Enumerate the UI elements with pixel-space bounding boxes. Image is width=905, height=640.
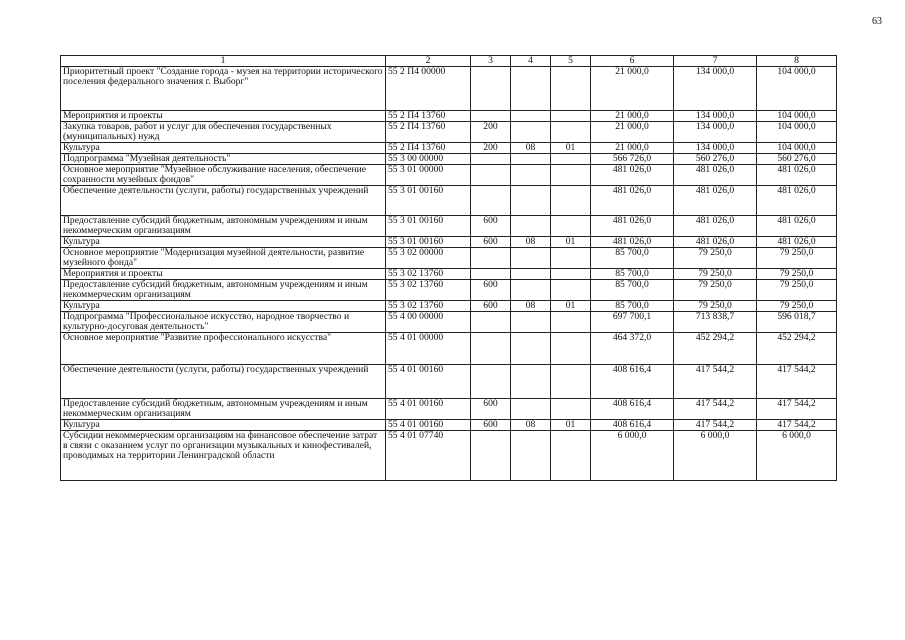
row-value-col8: 104 000,0 [757, 143, 837, 154]
row-value-col6: 85 700,0 [591, 248, 674, 269]
row-value-col8: 481 026,0 [757, 165, 837, 186]
row-value-col8: 417 544,2 [757, 365, 837, 399]
row-subsection [551, 216, 591, 237]
row-name: Основное мероприятие "Музейное обслуживание населения, обеспечение сохранности музейных фондов" [61, 165, 386, 186]
row-expense-type [471, 312, 511, 333]
row-value-col7: 417 544,2 [674, 420, 757, 431]
row-section [511, 216, 551, 237]
row-section [511, 248, 551, 269]
row-expense-type [471, 111, 511, 122]
row-value-col8: 104 000,0 [757, 122, 837, 143]
table-row [61, 122, 837, 143]
row-expense-type: 600 [471, 280, 511, 301]
table-row [61, 365, 837, 399]
row-expense-type [471, 333, 511, 365]
row-value-col7: 79 250,0 [674, 301, 757, 312]
row-name: Субсидии некоммерческим организациям на финансовое обеспечение затрат в связи с оказанием услуг по организации музыкальных и кинофестивалей, проводимых на территории Ленинградской области [61, 431, 386, 481]
row-name: Культура [61, 237, 386, 248]
row-expense-type [471, 165, 511, 186]
row-value-col7: 481 026,0 [674, 216, 757, 237]
row-name: Основное мероприятие "Развитие профессионального искусства" [61, 333, 386, 365]
row-name: Подпрограмма "Музейная деятельность" [61, 154, 386, 165]
row-value-col8: 79 250,0 [757, 248, 837, 269]
row-section [511, 154, 551, 165]
row-subsection [551, 154, 591, 165]
budget-table [60, 55, 837, 481]
row-value-col8: 596 018,7 [757, 312, 837, 333]
row-value-col7: 417 544,2 [674, 399, 757, 420]
row-code: 55 3 02 00000 [386, 248, 471, 269]
page-number: 63 [872, 16, 882, 27]
row-code: 55 4 01 00160 [386, 399, 471, 420]
row-value-col8: 79 250,0 [757, 280, 837, 301]
row-value-col7: 134 000,0 [674, 67, 757, 111]
row-value-col7: 481 026,0 [674, 186, 757, 216]
row-value-col6: 481 026,0 [591, 216, 674, 237]
row-value-col8: 79 250,0 [757, 269, 837, 280]
row-value-col7: 452 294,2 [674, 333, 757, 365]
row-name: Обеспечение деятельности (услуги, работы) государственных учреждений [61, 365, 386, 399]
table-row [61, 216, 837, 237]
column-header: 8 [757, 56, 837, 67]
row-name: Культура [61, 301, 386, 312]
table-row [61, 420, 837, 431]
row-value-col6: 21 000,0 [591, 122, 674, 143]
row-subsection: 01 [551, 420, 591, 431]
row-code: 55 4 01 00160 [386, 365, 471, 399]
row-section [511, 280, 551, 301]
row-value-col7: 134 000,0 [674, 143, 757, 154]
row-code: 55 3 02 13760 [386, 269, 471, 280]
row-subsection [551, 280, 591, 301]
table-row [61, 333, 837, 365]
table-row [61, 111, 837, 122]
row-value-col8: 6 000,0 [757, 431, 837, 481]
row-code: 55 4 00 00000 [386, 312, 471, 333]
row-expense-type [471, 154, 511, 165]
row-value-col6: 464 372,0 [591, 333, 674, 365]
row-code: 55 3 01 00160 [386, 216, 471, 237]
row-value-col6: 85 700,0 [591, 280, 674, 301]
column-header: 5 [551, 56, 591, 67]
row-expense-type [471, 186, 511, 216]
row-value-col7: 79 250,0 [674, 280, 757, 301]
row-value-col7: 79 250,0 [674, 248, 757, 269]
row-section [511, 431, 551, 481]
row-name: Предоставление субсидий бюджетным, автономным учреждениям и иным некоммерческим организациям [61, 216, 386, 237]
row-name: Подпрограмма "Профессиональное искусство, народное творчество и культурно-досуговая деятельность" [61, 312, 386, 333]
row-name: Мероприятия и проекты [61, 269, 386, 280]
row-section [511, 165, 551, 186]
row-expense-type: 200 [471, 143, 511, 154]
row-section [511, 333, 551, 365]
column-header: 1 [61, 56, 386, 67]
row-expense-type: 600 [471, 399, 511, 420]
row-code: 55 3 02 13760 [386, 280, 471, 301]
row-name: Основное мероприятие "Модернизация музейной деятельности, развитие музейного фонда" [61, 248, 386, 269]
row-section [511, 312, 551, 333]
row-expense-type: 200 [471, 122, 511, 143]
row-expense-type: 600 [471, 301, 511, 312]
row-code: 55 2 П4 00000 [386, 67, 471, 111]
row-expense-type [471, 248, 511, 269]
row-value-col7: 79 250,0 [674, 269, 757, 280]
row-value-col8: 452 294,2 [757, 333, 837, 365]
row-section: 08 [511, 143, 551, 154]
row-section [511, 399, 551, 420]
column-header: 3 [471, 56, 511, 67]
table-row [61, 399, 837, 420]
row-expense-type: 600 [471, 216, 511, 237]
row-value-col7: 481 026,0 [674, 165, 757, 186]
table-row [61, 269, 837, 280]
table-row [61, 237, 837, 248]
row-value-col6: 6 000,0 [591, 431, 674, 481]
table-row [61, 165, 837, 186]
row-value-col6: 85 700,0 [591, 301, 674, 312]
row-value-col6: 408 616,4 [591, 365, 674, 399]
row-value-col6: 697 700,1 [591, 312, 674, 333]
table-header-row [61, 56, 837, 67]
row-expense-type: 600 [471, 237, 511, 248]
row-subsection [551, 248, 591, 269]
row-value-col7: 560 276,0 [674, 154, 757, 165]
row-value-col6: 566 726,0 [591, 154, 674, 165]
row-section: 08 [511, 420, 551, 431]
row-section [511, 111, 551, 122]
row-expense-type: 600 [471, 420, 511, 431]
row-value-col8: 417 544,2 [757, 399, 837, 420]
row-expense-type [471, 365, 511, 399]
row-subsection [551, 67, 591, 111]
row-value-col6: 21 000,0 [591, 111, 674, 122]
row-value-col7: 134 000,0 [674, 111, 757, 122]
table-row [61, 280, 837, 301]
row-subsection [551, 269, 591, 280]
row-name: Приоритетный проект "Создание города - музея на территории исторического поселения федерального значения г. Выборг" [61, 67, 386, 111]
row-value-col6: 481 026,0 [591, 165, 674, 186]
row-code: 55 2 П4 13760 [386, 143, 471, 154]
row-code: 55 4 01 00000 [386, 333, 471, 365]
column-header: 6 [591, 56, 674, 67]
row-value-col7: 417 544,2 [674, 365, 757, 399]
row-expense-type [471, 67, 511, 111]
column-header: 7 [674, 56, 757, 67]
row-section: 08 [511, 237, 551, 248]
row-value-col6: 481 026,0 [591, 237, 674, 248]
row-expense-type [471, 431, 511, 481]
table-row [61, 431, 837, 481]
row-subsection [551, 399, 591, 420]
row-code: 55 2 П4 13760 [386, 122, 471, 143]
row-value-col8: 481 026,0 [757, 237, 837, 248]
row-code: 55 4 01 00160 [386, 420, 471, 431]
row-subsection [551, 365, 591, 399]
row-value-col8: 417 544,2 [757, 420, 837, 431]
row-code: 55 4 01 07740 [386, 431, 471, 481]
row-subsection: 01 [551, 237, 591, 248]
row-subsection: 01 [551, 143, 591, 154]
row-value-col8: 104 000,0 [757, 67, 837, 111]
row-section [511, 67, 551, 111]
row-value-col8: 481 026,0 [757, 216, 837, 237]
row-code: 55 3 00 00000 [386, 154, 471, 165]
row-section: 08 [511, 301, 551, 312]
table-row [61, 301, 837, 312]
row-code: 55 3 02 13760 [386, 301, 471, 312]
row-value-col6: 85 700,0 [591, 269, 674, 280]
table-row [61, 248, 837, 269]
row-name: Предоставление субсидий бюджетным, автономным учреждениям и иным некоммерческим организациям [61, 280, 386, 301]
row-name: Культура [61, 420, 386, 431]
row-value-col8: 79 250,0 [757, 301, 837, 312]
row-code: 55 3 01 00160 [386, 237, 471, 248]
row-subsection [551, 122, 591, 143]
row-value-col6: 481 026,0 [591, 186, 674, 216]
row-subsection [551, 333, 591, 365]
row-value-col8: 104 000,0 [757, 111, 837, 122]
row-subsection [551, 186, 591, 216]
row-value-col6: 21 000,0 [591, 143, 674, 154]
table-row [61, 143, 837, 154]
row-value-col7: 6 000,0 [674, 431, 757, 481]
row-expense-type [471, 269, 511, 280]
row-section [511, 269, 551, 280]
row-section [511, 186, 551, 216]
row-code: 55 2 П4 13760 [386, 111, 471, 122]
row-subsection [551, 111, 591, 122]
row-name: Мероприятия и проекты [61, 111, 386, 122]
row-subsection [551, 165, 591, 186]
row-value-col7: 481 026,0 [674, 237, 757, 248]
row-code: 55 3 01 00160 [386, 186, 471, 216]
row-value-col8: 560 276,0 [757, 154, 837, 165]
row-value-col6: 408 616,4 [591, 420, 674, 431]
row-value-col7: 713 838,7 [674, 312, 757, 333]
row-section [511, 365, 551, 399]
row-value-col8: 481 026,0 [757, 186, 837, 216]
row-value-col6: 408 616,4 [591, 399, 674, 420]
table-row [61, 312, 837, 333]
row-code: 55 3 01 00000 [386, 165, 471, 186]
column-header: 4 [511, 56, 551, 67]
row-name: Культура [61, 143, 386, 154]
row-value-col6: 21 000,0 [591, 67, 674, 111]
row-subsection [551, 431, 591, 481]
table-row [61, 67, 837, 111]
column-header: 2 [386, 56, 471, 67]
table-row [61, 154, 837, 165]
row-name: Закупка товаров, работ и услуг для обеспечения государственных (муниципальных) нужд [61, 122, 386, 143]
row-name: Предоставление субсидий бюджетным, автономным учреждениям и иным некоммерческим организациям [61, 399, 386, 420]
row-section [511, 122, 551, 143]
row-subsection [551, 312, 591, 333]
row-value-col7: 134 000,0 [674, 122, 757, 143]
table-row [61, 186, 837, 216]
row-subsection: 01 [551, 301, 591, 312]
row-name: Обеспечение деятельности (услуги, работы) государственных учреждений [61, 186, 386, 216]
